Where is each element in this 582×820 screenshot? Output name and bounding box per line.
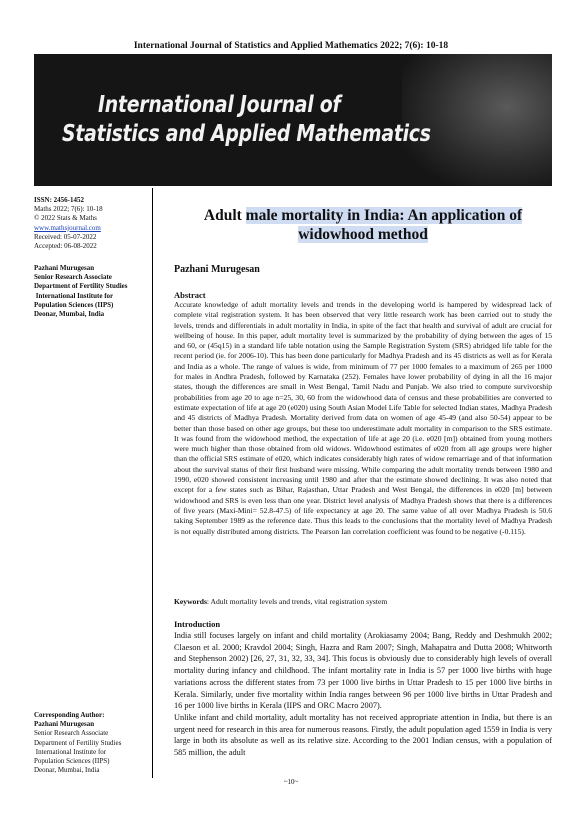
- maths-citation: Maths 2022; 7(6): 10-18: [34, 205, 103, 214]
- banner-title-line1: International Journal of: [98, 92, 341, 118]
- sidebar-author-line: Department of Fertility Studies: [34, 282, 128, 291]
- corresponding-line: International Institute for: [34, 747, 107, 756]
- title-highlight: male mortality in India: An application of: [245, 207, 523, 224]
- banner-title-line2: Statistics and Applied Mathematics: [62, 121, 431, 147]
- corresponding-label: Corresponding Author:: [34, 711, 105, 719]
- sidebar-author-line: International Institute for: [34, 291, 114, 300]
- website-link[interactable]: www.mathsjournal.com: [34, 223, 101, 232]
- article-title: [174, 206, 552, 244]
- intro-paragraph: Unlike infant and child mortality, adult mortality has not received appropriate attention in India, but there is an urgent need for research in this area for numerous reasons. Firstly, the adult population aged 1559 in India is very large in both its absolute as well as its relative size. According to the 2001 Indian census, with a population of 585 million, the adult: [174, 712, 552, 758]
- keywords: [174, 597, 552, 606]
- page-number: ~10~: [283, 778, 299, 786]
- accepted-date: Accepted: 06-08-2022: [34, 242, 97, 251]
- sidebar-author-name: Pazhani Murugesan: [34, 264, 95, 272]
- corresponding-line: Department of Fertility Studies: [34, 738, 122, 747]
- intro-paragraph: India still focuses largely on infant and child mortality (Arokiasamy 2004; Bang, Reddy and Deshmukh 2002; Claeson et al. 2000; Kravdol 2004; Singh, Hazra and Ram 2007; Singh, Mahapatra and Dutta 2008; Whitworth and Stephenson 2002) [26, 27, 31, 32, 33, 34]. This focus is obviously due to considerably high levels of overall mortality during infancy and childhood. The infant mortality rate in India is 57 per 1000 live births with huge variations across the different states from 73 per 1000 live births in Uttar Pradesh to 15 per 1000 live births in Kerala. Similarly, under five mortality within India ranges between 96 per 1000 live births in Uttar Pradesh and 16 per 1000 live births in Kerala (IIPS and ORC Macro 2007).: [174, 631, 552, 711]
- column-divider: [152, 188, 153, 778]
- sidebar-publication-info: [34, 196, 103, 251]
- corresponding-line: Deonar, Mumbai, India: [34, 766, 100, 775]
- introduction-heading: Introduction: [174, 619, 221, 629]
- sidebar-author-line: Senior Research Associate: [34, 273, 112, 282]
- abstract-heading: Abstract: [174, 290, 206, 300]
- sidebar-author-info: [34, 264, 128, 319]
- issn: ISSN: 2456-1452: [34, 196, 84, 204]
- corresponding-line: Senior Research Associate: [34, 729, 109, 738]
- journal-banner: [34, 54, 552, 186]
- corresponding-line: Population Sciences (IIPS): [34, 757, 110, 766]
- keywords-label: Keywords: [174, 597, 207, 606]
- title-highlight: widowhood method: [298, 226, 428, 243]
- abstract-text: Accurate knowledge of adult mortality levels and trends in the developing world is hampered by widespread lack of complete vital registration system. It has been observed that very little research work has been carried out to study the levels, trends and differentials in adult mortality in India, in spite of the fact that health and survival of adult are crucial for wellbeing of house. In this paper, adult mortality level is summarized by the probability of dying between the ages of 15 and 60, or (45q15) in a standard life table notation using the Sample Registration System (SRS) abridged life table for the recent period (ie. for 2006-10). This has been done particularly for Madhya Pradesh and its 45 districts as well as for Kerala and India as a whole. The range of values is wide, from minimum of 77 per 1000 females to a maximum of 265 per 1000 for males in Andhra Pradesh, followed by Karnataka (252). Females have lower probability of dying in all the 16 major states, though the differences are small in West Bengal, Tamil Nadu and Punjab. We also tried to compute survivorship probabilities from age 20 to age n=25, 30, 60 from the widowhood data of census and these probabilities are converted to estimate expectation of life at age 20 (e020) using South Asian Model Life Table for selected Indian states, Madhya Pradesh and 45 districts of Madhya Pradesh. Mortality derived from data on women of age 45-49 (and also 50-54) appear to be better than those based on other age groups, but these too underestimate adult mortality in comparison to the SRS estimate. It was found from the widowhood method, the expectation of life at age 20 (i.e. e020 [m]) obtained from young mothers were much higher than those obtained from old widows. Widowhood estimates of e020 from all age groups were higher than the official SRS estimate of e020, which indicates considerably high rates of widow remarriage and of that information about the survival status of their first husband were missing. While comparing the adult mortality trends between 1980 and 1990, e020 showed consistent increasing until 1980 and after that the estimate showed declining. It was also noted that except for a few states such as Bihar, Rajasthan, Uttar Pradesh and West Bengal, the differences in e020 [m] between widowhood and SRS is even less than one year. District level analysis of Madhya Pradesh shows that there is a differences of five years (Maxi-Mini= 52.8-47.5) of life expectancy at age 20. The same value of all over Madhya Pradesh is 50.6 taking September 1989 as the reference date. Thus this leads to the conclusions that the mortality level of Madhya Pradesh is not equally distributed among districts. The Pearson Ian correlation coefficient was found to be negative (-0.115).: [174, 300, 552, 536]
- sidebar-author-line: Population Sciences (IIPS): [34, 300, 114, 309]
- received-date: Received: 05-07-2022: [34, 232, 97, 241]
- corresponding-name: Pazhani Murugesan: [34, 720, 95, 729]
- journal-running-header: International Journal of Statistics and Applied Mathematics 2022; 7(6): 10-18: [133, 41, 449, 51]
- sidebar-corresponding-author: [34, 711, 121, 775]
- sidebar-author-line: Deonar, Mumbai, India: [34, 310, 105, 319]
- title-part: Adult: [203, 207, 246, 224]
- introduction-text: [174, 630, 552, 759]
- banner-graphic: [402, 54, 552, 186]
- copyright: © 2022 Stats & Maths: [34, 214, 97, 223]
- keywords-text: : Adult mortality levels and trends, vital registration system: [206, 597, 388, 606]
- article-author: Pazhani Murugesan: [174, 264, 260, 275]
